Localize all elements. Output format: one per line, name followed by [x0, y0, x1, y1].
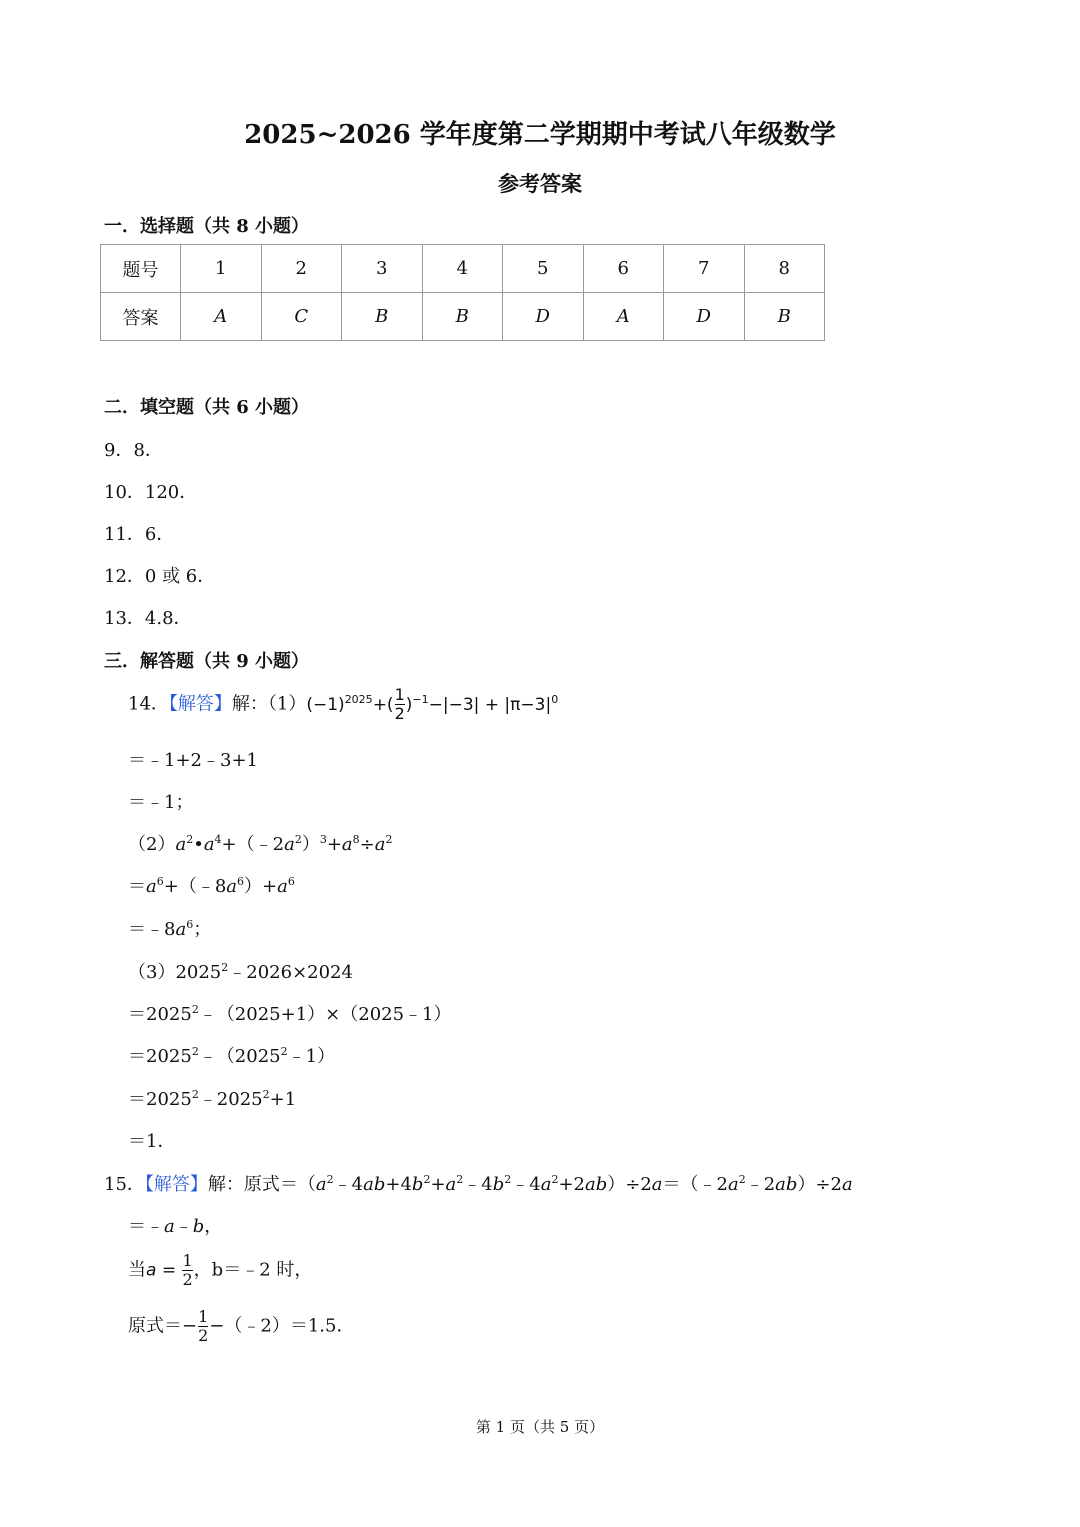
table-cell: B [422, 293, 503, 341]
q14-line-1: 14．【解答】解：$(1)(-1)^{2025}+$( $\frac{1}{2}$ )$^{-1}-|-3| + |\pi-3|^0$ [128, 685, 559, 723]
table-cell: 4 [422, 245, 503, 293]
table-cell: 7 [664, 245, 745, 293]
q14-line-8: $=2025^2﹣(2025+1)\times(2025﹣1)$ [128, 1003, 452, 1025]
table-cell: 8 [744, 245, 825, 293]
q15-line-1: 15．【解答】解：原式$=(a^2﹣4ab+4b^2+a^2﹣4b^2﹣4a^2+2ab)\div 2a=(﹣2a^2﹣2ab)\div 2a$ [104, 1173, 853, 1195]
q15-line-3: 当a = $\frac{1}{2}$ ，b＝﹣2 时， [128, 1251, 313, 1289]
table-cell: D [503, 293, 584, 341]
table-cell: 5 [503, 245, 584, 293]
table-cell: A [181, 293, 262, 341]
table-cell: 3 [342, 245, 423, 293]
fraction-half: $\frac{1}{2}$ [182, 1251, 193, 1289]
page-subtitle: 参考答案 [498, 171, 582, 196]
q14-line-11: ＝1． [128, 1131, 176, 1152]
solution-tag: 【解答】 [144, 1174, 208, 1195]
q14-line-3: ＝﹣1； [128, 792, 194, 813]
table-cell: A [583, 293, 664, 341]
section-choice-heading: 一．选择题（共 8 小题） [104, 216, 310, 237]
q14-line-7: $(3)2025^2﹣2026\times 2024$ [128, 961, 353, 983]
fill-answer-12: 12．0 或 6． [104, 566, 216, 587]
table-cell: C [261, 293, 342, 341]
solution-tag: 【解答】 [168, 693, 232, 715]
table-cell: B [342, 293, 423, 341]
q14-line-2: ＝﹣1+2﹣3+1 [128, 750, 258, 771]
page-footer: 第 1 页（共 5 页） [475, 1418, 605, 1436]
q14-line-10: $=2025^2﹣2025^2+1$ [128, 1088, 297, 1110]
q14-line-4: $(2)a^2•a^4+(﹣2a^2)^3+a^8\div a^2$ [128, 833, 393, 855]
table-row-answers [101, 293, 825, 341]
q14-line-6: $=﹣8a^6$； [128, 918, 212, 940]
fraction-half: $\frac{1}{2}$ [198, 1307, 209, 1345]
fill-answer-13: 13．4.8． [104, 608, 192, 629]
q15-line-2: ＝﹣a﹣b， [128, 1216, 223, 1237]
table-header-answer: 答案 [101, 293, 181, 341]
table-cell: D [664, 293, 745, 341]
fraction-half: $\frac{1}{2}$ [394, 685, 405, 723]
q14-line-5: $=a^6+(﹣8a^6)+a^6$ [128, 875, 295, 897]
fill-answer-11: 11．6． [104, 524, 175, 545]
table-cell: B [744, 293, 825, 341]
fill-answer-10: 10．120． [104, 482, 198, 503]
section-fill-heading: 二．填空题（共 6 小题） [104, 397, 310, 418]
fill-answer-9: 9．8． [104, 440, 163, 461]
table-header-number: 题号 [101, 245, 181, 293]
table-cell: 1 [181, 245, 262, 293]
table-cell: 2 [261, 245, 342, 293]
table-row-numbers [101, 245, 825, 293]
page-title: 2025~2026 学年度第二学期期中考试八年级数学 [244, 120, 836, 150]
table-cell: 6 [583, 245, 664, 293]
q14-line-9: $=2025^2﹣(2025^2﹣1)$ [128, 1045, 336, 1067]
answer-table [100, 244, 825, 341]
q15-line-4: 原式＝− $\frac{1}{2}$ −（﹣2）＝1.5． [128, 1307, 355, 1345]
section-solve-heading: 三．解答题（共 9 小题） [104, 651, 310, 672]
